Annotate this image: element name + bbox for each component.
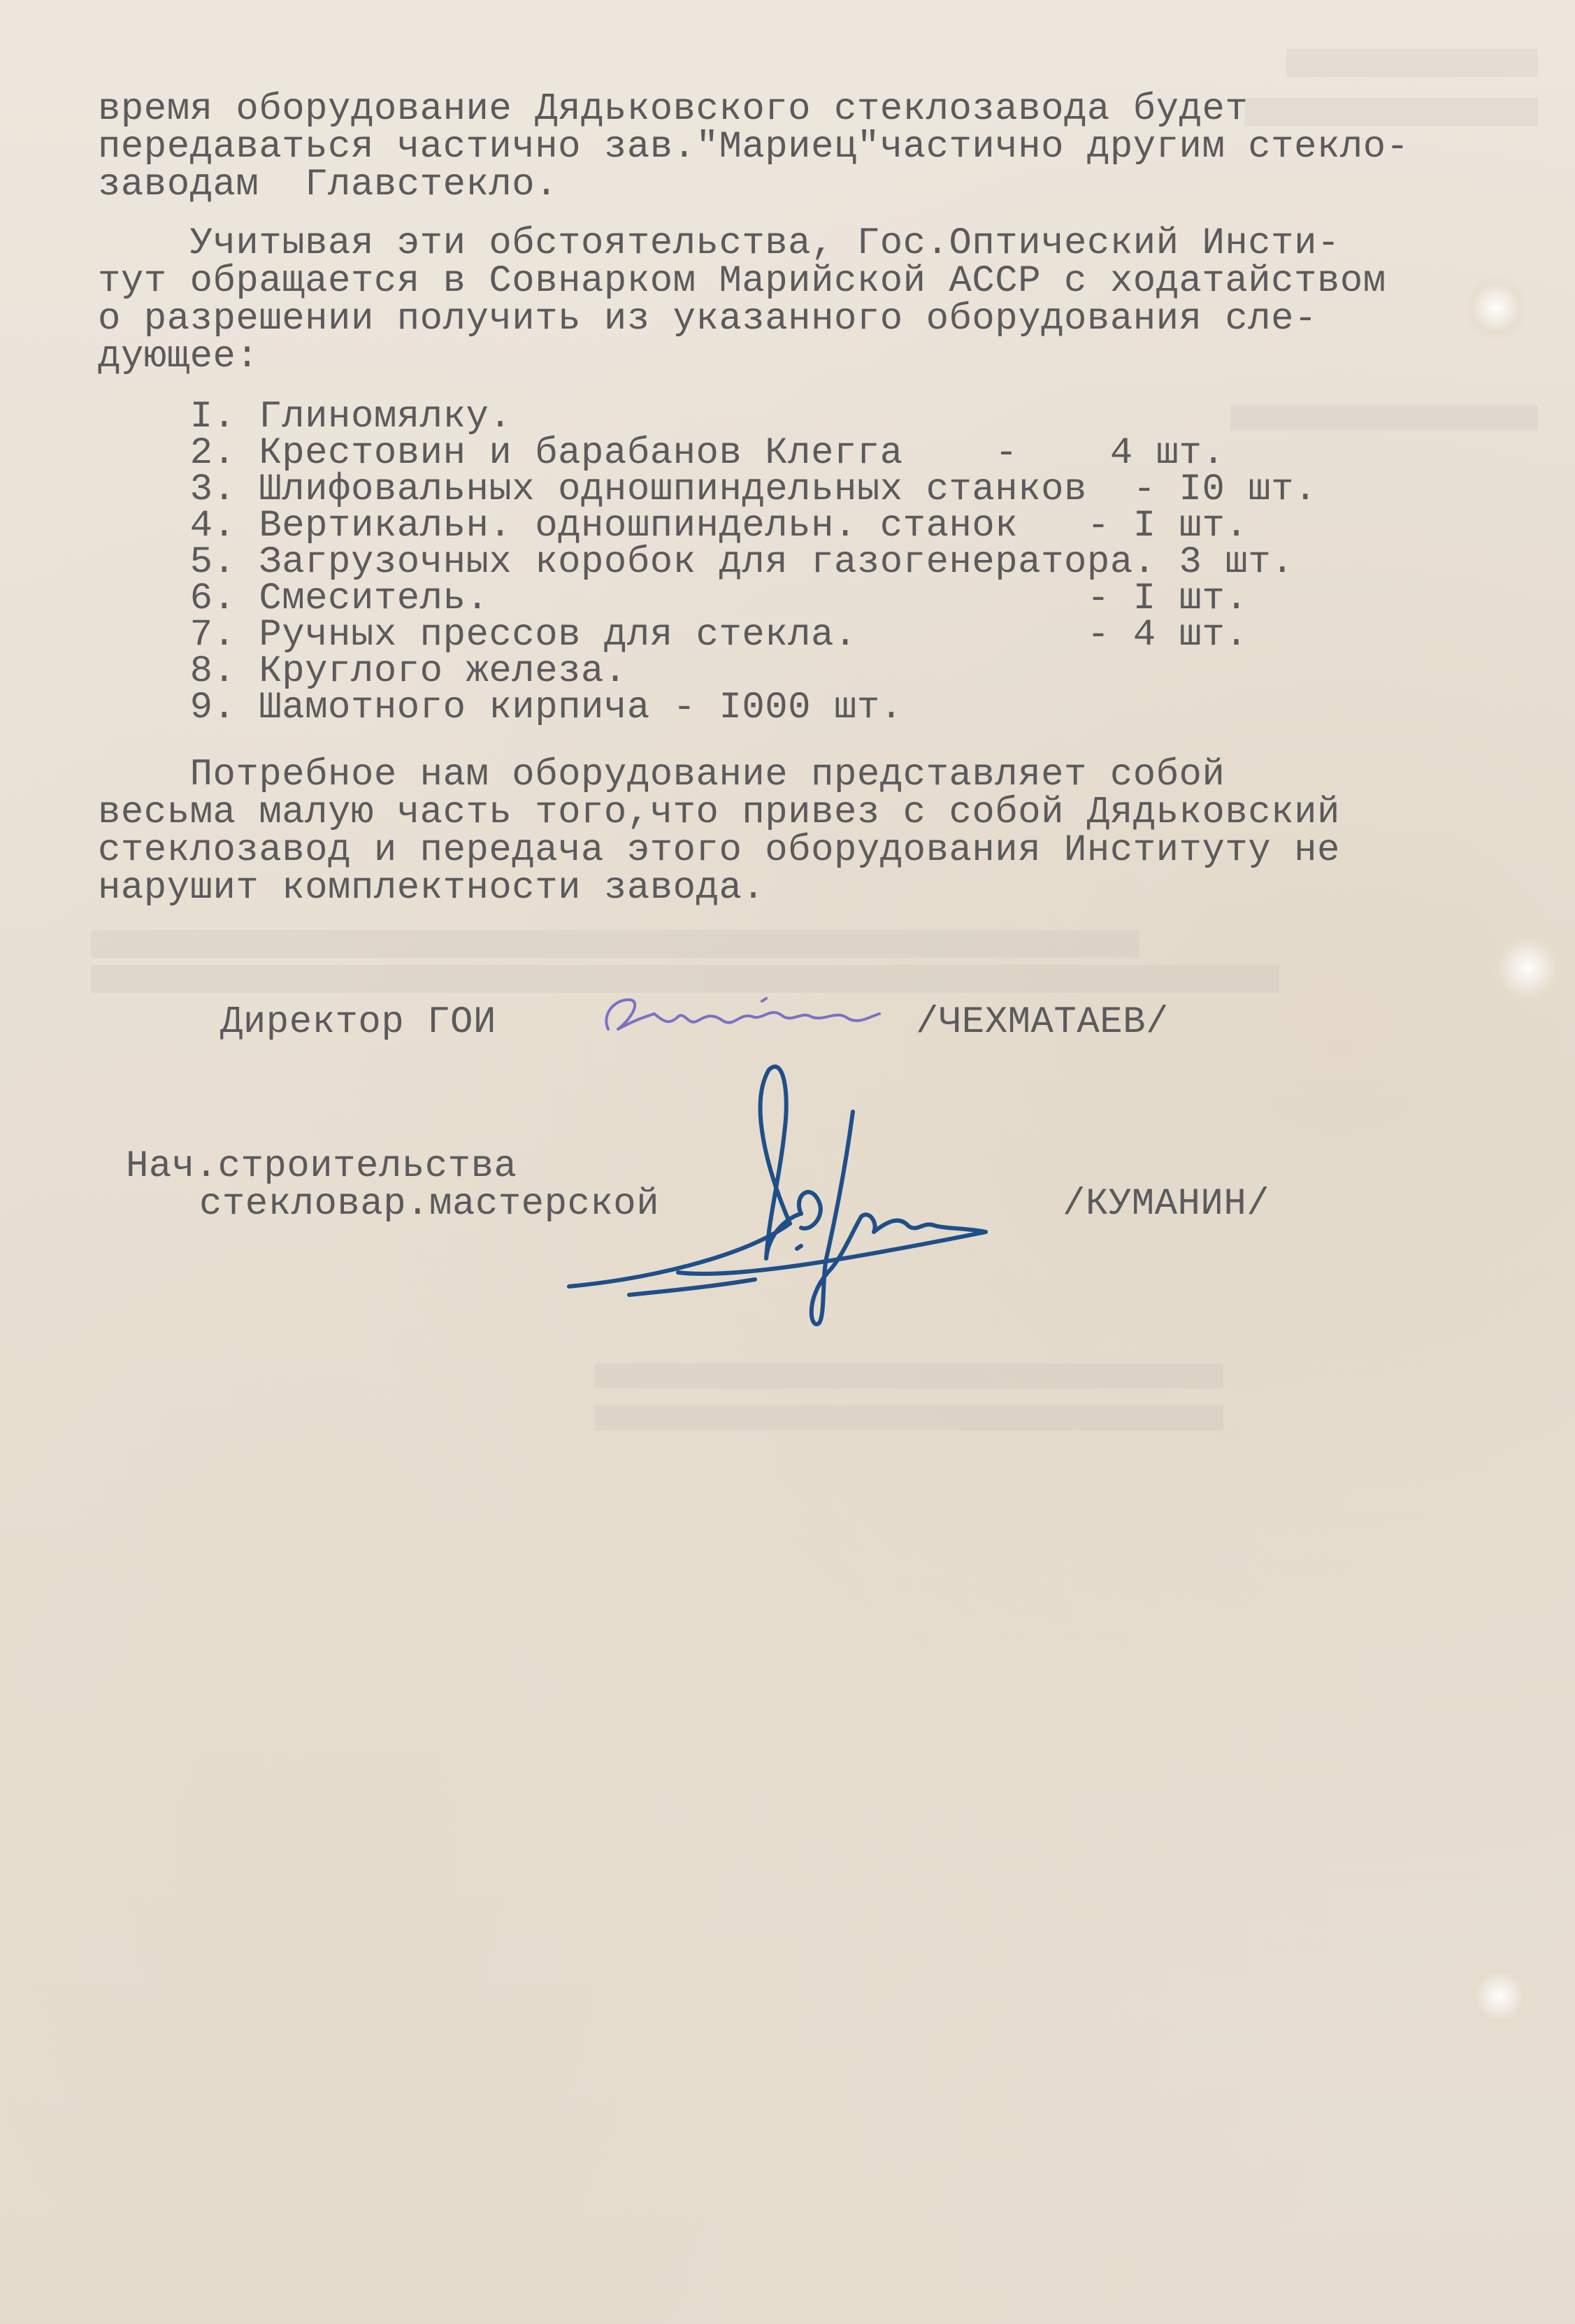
director-title: Директор ГОИ [220,1001,496,1044]
list-item: 3. Шлифовальных одношпиндельных станков - I0 шт. [98,468,1317,511]
text-line: стеклозавод и передача этого оборудования Институту не [98,829,1340,872]
text-line: весьма малую часть того,что привез с собой Дядьковский [98,791,1340,834]
paper-crease-mark [1468,1965,1531,2028]
list-item: 8. Круглого железа. [98,650,627,693]
text-line: о разрешении получить из указанного оборудования сле- [98,298,1317,340]
show-through-text [91,930,1139,958]
list-item: 2. Крестовин и барабанов Клегга - 4 шт. [98,432,1225,475]
show-through-text [1244,98,1538,126]
text-line: передаваться частично зав."Мариец"частично другим стекло- [98,126,1409,168]
construction-head-title: Нач.строительства [126,1145,517,1188]
text-line: тут обращается в Совнарком Марийской АССР с ходатайством [98,260,1386,303]
list-item: I. Глиномялку. [98,396,512,438]
show-through-text [1286,49,1538,77]
list-item: 4. Вертикальн. одношпиндельн. станок - I шт. [98,505,1249,547]
text-line: время оборудование Дядьковского стеклозавода будет [98,88,1249,131]
list-item: 6. Смеситель. - I шт. [98,578,1249,620]
list-item: 5. Загрузочных коробок для газогенератора. 3 шт. [98,541,1295,584]
director-name: /ЧЕХМАТАЕВ/ [916,1001,1169,1044]
text-line: нарушит комплектности завода. [98,867,765,910]
director-handwritten-signature [587,986,888,1042]
paper-crease-mark [1465,276,1527,339]
construction-head-name: /КУМАНИН/ [1063,1183,1270,1226]
text-line: Потребное нам оборудование представляет собой [98,754,1225,796]
paper-crease-mark [1489,930,1566,1007]
text-line: заводам Главстекло. [98,164,559,206]
list-item: 9. Шамотного кирпича - I000 шт. [98,687,903,729]
show-through-text [594,1405,1223,1430]
text-line: Учитывая эти обстоятельства, Гос.Оптический Инсти- [98,222,1340,265]
list-item: 7. Ручных прессов для стекла. - 4 шт. [98,614,1249,657]
show-through-text [594,1363,1223,1389]
kumanin-handwritten-signature [559,1049,1007,1342]
text-line: дующее: [98,336,259,378]
show-through-text [1230,406,1538,431]
construction-head-title: стекловар.мастерской [199,1183,660,1226]
